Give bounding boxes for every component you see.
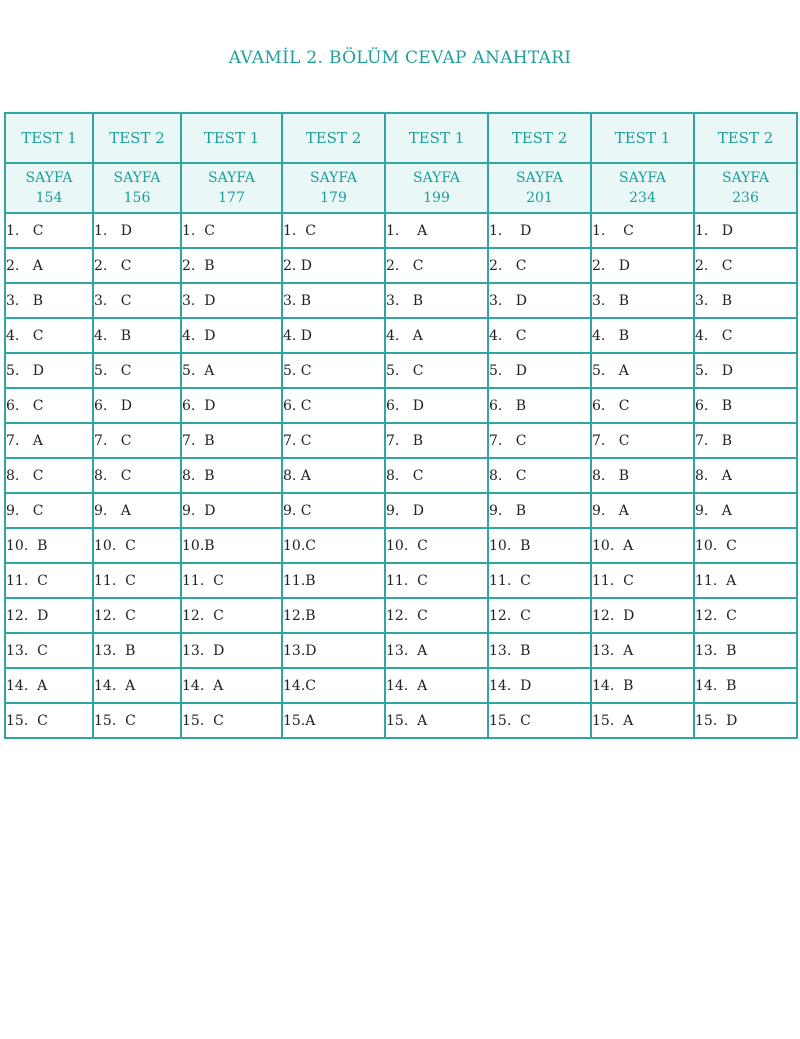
table-row [5, 283, 797, 318]
answer-cell: 9. C [282, 493, 385, 528]
answer-cell: 10. B [5, 528, 93, 563]
sayfa-label: SAYFA [25, 170, 73, 186]
answer-cell: 5. A [591, 353, 694, 388]
answer-cell: 6. C [282, 388, 385, 423]
answer-cell: 8. C [5, 458, 93, 493]
column-test-header: TEST 2 [694, 113, 797, 163]
answer-cell: 3. B [385, 283, 488, 318]
answer-cell: 3. D [181, 283, 282, 318]
answer-cell: 3. B [5, 283, 93, 318]
answer-cell: 6. D [385, 388, 488, 423]
table-row [5, 318, 797, 353]
answer-cell: 4. D [181, 318, 282, 353]
column-page-header [694, 163, 797, 213]
answer-cell: 11. C [93, 563, 181, 598]
answer-cell: 6. D [181, 388, 282, 423]
answer-cell: 10. B [488, 528, 591, 563]
answer-cell: 7. B [385, 423, 488, 458]
table-row [5, 528, 797, 563]
table-row [5, 598, 797, 633]
answer-key-table [4, 112, 798, 739]
answer-cell: 4. C [5, 318, 93, 353]
header-row-test [5, 113, 797, 163]
column-page-header [488, 163, 591, 213]
answer-cell: 4. B [591, 318, 694, 353]
answer-cell: 12. C [488, 598, 591, 633]
answer-cell: 3. C [93, 283, 181, 318]
answer-cell: 2. C [488, 248, 591, 283]
header-row-page [5, 163, 797, 213]
answer-cell: 4. B [93, 318, 181, 353]
answer-cell: 8. B [181, 458, 282, 493]
table-row [5, 633, 797, 668]
column-test-header: TEST 2 [488, 113, 591, 163]
answer-cell: 5. A [181, 353, 282, 388]
answer-cell: 12. D [5, 598, 93, 633]
answer-cell: 2. D [282, 248, 385, 283]
page-number: 236 [732, 190, 759, 206]
column-page-header [93, 163, 181, 213]
column-test-header: TEST 2 [282, 113, 385, 163]
answer-cell: 9. A [591, 493, 694, 528]
answer-cell: 3. B [694, 283, 797, 318]
sayfa-label: SAYFA [516, 170, 563, 186]
answer-cell: 2. B [181, 248, 282, 283]
answer-cell: 3. B [282, 283, 385, 318]
page-number: 179 [320, 190, 347, 206]
answer-cell: 10.C [282, 528, 385, 563]
answer-cell: 14. B [694, 668, 797, 703]
table-row [5, 458, 797, 493]
answer-cell: 10.B [181, 528, 282, 563]
answer-cell: 14. D [488, 668, 591, 703]
answer-cell: 6. D [93, 388, 181, 423]
answer-cell: 13. B [488, 633, 591, 668]
sayfa-label: SAYFA [208, 170, 255, 186]
answer-cell: 1. D [694, 213, 797, 248]
table-row [5, 248, 797, 283]
answer-cell: 15.A [282, 703, 385, 738]
answer-cell: 13. A [591, 633, 694, 668]
answer-cell: 4. D [282, 318, 385, 353]
answer-cell: 15. C [5, 703, 93, 738]
answer-cell: 10. C [385, 528, 488, 563]
table-row [5, 493, 797, 528]
answer-cell: 13. A [385, 633, 488, 668]
answer-cell: 2. C [93, 248, 181, 283]
answer-cell: 3. B [591, 283, 694, 318]
page-number: 156 [123, 190, 151, 206]
answer-cell: 6. B [488, 388, 591, 423]
answer-cell: 2. C [694, 248, 797, 283]
answer-cell: 10. A [591, 528, 694, 563]
answer-cell: 13. D [181, 633, 282, 668]
answer-cell: 8. B [591, 458, 694, 493]
answer-cell: 15. C [93, 703, 181, 738]
answer-cell: 12. C [385, 598, 488, 633]
answer-cell: 15. C [181, 703, 282, 738]
table-row [5, 563, 797, 598]
answer-cell: 6. C [5, 388, 93, 423]
answer-cell: 14. A [385, 668, 488, 703]
answer-cell: 4. C [694, 318, 797, 353]
table-row [5, 703, 797, 738]
answer-cell: 1. A [385, 213, 488, 248]
answer-cell: 7. C [93, 423, 181, 458]
answer-cell: 6. C [591, 388, 694, 423]
table-row [5, 353, 797, 388]
column-test-header: TEST 2 [93, 113, 181, 163]
answer-cell: 13. B [694, 633, 797, 668]
answer-cell: 11. C [385, 563, 488, 598]
answer-cell: 7. C [282, 423, 385, 458]
answer-cell: 1. C [282, 213, 385, 248]
answer-cell: 12. C [694, 598, 797, 633]
column-page-header [181, 163, 282, 213]
column-test-header: TEST 1 [591, 113, 694, 163]
answer-cell: 2. A [5, 248, 93, 283]
answer-cell: 11. A [694, 563, 797, 598]
sayfa-label: SAYFA [113, 170, 161, 186]
page-number: 154 [35, 190, 63, 206]
answer-cell: 9. D [385, 493, 488, 528]
table-row [5, 423, 797, 458]
answer-cell: 1. C [181, 213, 282, 248]
answer-cell: 8. C [488, 458, 591, 493]
answer-cell: 7. A [5, 423, 93, 458]
table-row [5, 388, 797, 423]
answer-cell: 2. C [385, 248, 488, 283]
sayfa-label: SAYFA [310, 170, 357, 186]
page-title: AVAMİL 2. BÖLÜM CEVAP ANAHTARI [228, 48, 572, 68]
answer-cell: 7. C [591, 423, 694, 458]
column-test-header: TEST 1 [385, 113, 488, 163]
column-page-header [5, 163, 93, 213]
answer-cell: 15. D [694, 703, 797, 738]
answer-cell: 14. B [591, 668, 694, 703]
table-row [5, 213, 797, 248]
answer-cell: 1. C [591, 213, 694, 248]
answer-cell: 11. C [488, 563, 591, 598]
page-number: 201 [526, 190, 553, 206]
answer-cell: 8. C [93, 458, 181, 493]
answer-cell: 13.D [282, 633, 385, 668]
answer-cell: 12. C [181, 598, 282, 633]
answer-cell: 12. D [591, 598, 694, 633]
sayfa-label: SAYFA [619, 170, 666, 186]
answer-cell: 5. D [488, 353, 591, 388]
answer-cell: 15. C [488, 703, 591, 738]
answer-cell: 1. D [93, 213, 181, 248]
answer-cell: 5. D [694, 353, 797, 388]
column-page-header [591, 163, 694, 213]
answer-cell: 7. C [488, 423, 591, 458]
answer-cell: 10. C [694, 528, 797, 563]
answer-cell: 11. C [591, 563, 694, 598]
answer-cell: 12.B [282, 598, 385, 633]
answer-cell: 9. A [694, 493, 797, 528]
answer-cell: 14. A [93, 668, 181, 703]
answer-cell: 12. C [93, 598, 181, 633]
page-number: 199 [423, 190, 450, 206]
answer-cell: 11.B [282, 563, 385, 598]
sayfa-label: SAYFA [413, 170, 460, 186]
answer-cell: 7. B [181, 423, 282, 458]
answer-cell: 5. D [5, 353, 93, 388]
answer-cell: 2. D [591, 248, 694, 283]
answer-cell: 8. C [385, 458, 488, 493]
answer-cell: 14. A [181, 668, 282, 703]
column-test-header: TEST 1 [181, 113, 282, 163]
answer-cell: 15. A [591, 703, 694, 738]
page-number: 234 [629, 190, 656, 206]
answer-cell: 4. A [385, 318, 488, 353]
answer-cell: 8. A [694, 458, 797, 493]
answer-cell: 9. B [488, 493, 591, 528]
answer-cell: 5. C [93, 353, 181, 388]
answer-cell: 10. C [93, 528, 181, 563]
sayfa-label: SAYFA [722, 170, 769, 186]
answer-cell: 13. B [93, 633, 181, 668]
answer-cell: 3. D [488, 283, 591, 318]
answer-cell: 11. C [5, 563, 93, 598]
page-number: 177 [218, 190, 245, 206]
answer-cell: 9. C [5, 493, 93, 528]
answer-cell: 5. C [385, 353, 488, 388]
answer-cell: 14. A [5, 668, 93, 703]
answer-cell: 4. C [488, 318, 591, 353]
answer-cell: 8. A [282, 458, 385, 493]
answer-cell: 13. C [5, 633, 93, 668]
column-page-header [385, 163, 488, 213]
answer-cell: 15. A [385, 703, 488, 738]
answer-cell: 1. D [488, 213, 591, 248]
answer-cell: 5. C [282, 353, 385, 388]
answer-cell: 11. C [181, 563, 282, 598]
answer-cell: 6. B [694, 388, 797, 423]
answer-cell: 14.C [282, 668, 385, 703]
column-page-header [282, 163, 385, 213]
answer-cell: 9. A [93, 493, 181, 528]
answer-cell: 1. C [5, 213, 93, 248]
answer-cell: 9. D [181, 493, 282, 528]
table-row [5, 668, 797, 703]
column-test-header: TEST 1 [5, 113, 93, 163]
answer-cell: 7. B [694, 423, 797, 458]
